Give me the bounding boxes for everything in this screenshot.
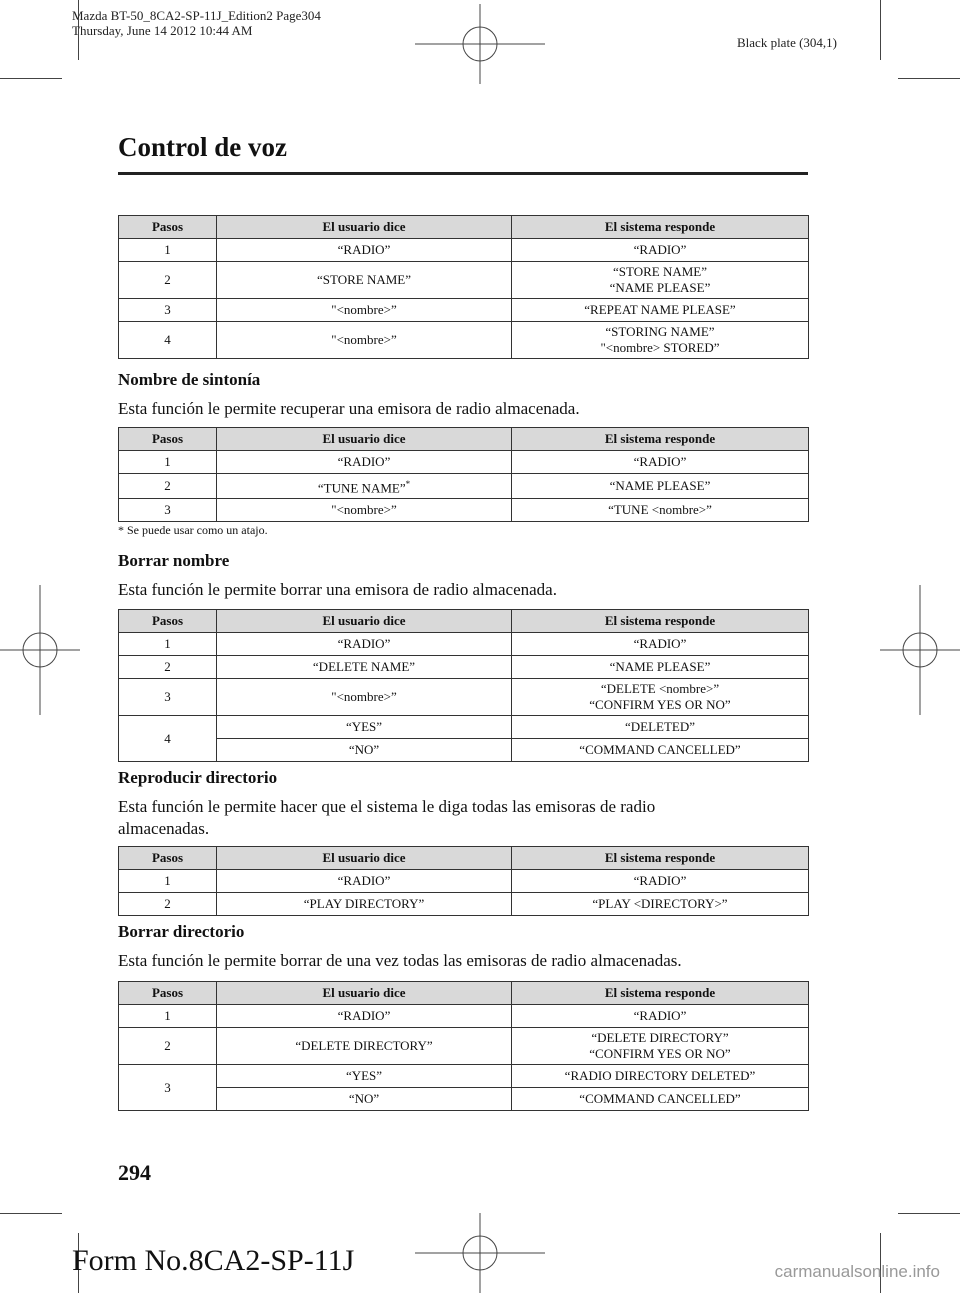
user-cell: “RADIO” bbox=[217, 1005, 512, 1028]
table-header-row bbox=[119, 610, 809, 633]
tune-heading: Nombre de sintonía bbox=[118, 370, 261, 389]
step-cell: 1 bbox=[119, 239, 217, 262]
table-row bbox=[119, 1065, 809, 1088]
step-cell: 1 bbox=[119, 870, 217, 893]
col-system: El sistema responde bbox=[512, 216, 809, 239]
step-cell: 2 bbox=[119, 474, 217, 499]
system-cell: “RADIO” bbox=[512, 451, 809, 474]
title-rule bbox=[118, 172, 808, 175]
system-cell: “NAME PLEASE” bbox=[512, 474, 809, 499]
system-text: “STORING NAME” bbox=[605, 324, 715, 339]
registration-mark-left bbox=[0, 585, 80, 715]
user-cell: “RADIO” bbox=[217, 870, 512, 893]
play-description: Esta función le permite hacer que el sistema le diga todas las emisoras de radio almacenadas. bbox=[118, 797, 656, 838]
step-cell: 1 bbox=[119, 451, 217, 474]
registration-mark-right bbox=[880, 585, 960, 715]
col-user: El usuario dice bbox=[217, 428, 512, 451]
table-row bbox=[119, 656, 809, 679]
col-steps: Pasos bbox=[119, 428, 217, 451]
tune-description: Esta función le permite recuperar una emisora de radio almacenada. bbox=[118, 399, 580, 418]
registration-mark-top bbox=[415, 4, 545, 84]
system-text: “STORE NAME” bbox=[612, 264, 707, 279]
system-text: “NAME PLEASE” bbox=[609, 659, 711, 674]
step-cell: 2 bbox=[119, 262, 217, 299]
footnote: * Se puede usar como un atajo. bbox=[118, 523, 268, 537]
step-cell: 3 bbox=[119, 679, 217, 716]
table-header-row bbox=[119, 847, 809, 870]
system-text: “RADIO” bbox=[633, 1008, 687, 1023]
table-header-row bbox=[119, 982, 809, 1005]
play-directory-table bbox=[118, 846, 809, 916]
system-cell bbox=[512, 633, 809, 656]
col-user: El usuario dice bbox=[217, 847, 512, 870]
step-cell: 4 bbox=[119, 322, 217, 359]
table-row bbox=[119, 299, 809, 322]
system-text: “DELETE <nombre>” bbox=[600, 681, 720, 696]
user-cell: “NO” bbox=[217, 1088, 512, 1111]
system-cell: “RADIO DIRECTORY DELETED” bbox=[512, 1065, 809, 1088]
table-row bbox=[119, 716, 809, 739]
col-steps: Pasos bbox=[119, 847, 217, 870]
col-system: El sistema responde bbox=[512, 847, 809, 870]
delete-directory-table bbox=[118, 981, 809, 1111]
table-header-row bbox=[119, 428, 809, 451]
table-row bbox=[119, 239, 809, 262]
form-number: Form No.8CA2-SP-11J bbox=[72, 1244, 355, 1277]
user-cell: “RADIO” bbox=[217, 633, 512, 656]
table-row bbox=[119, 870, 809, 893]
system-cell: “TUNE <nombre>” bbox=[512, 499, 809, 522]
deldir-description: Esta función le permite borrar de una vez todas las emisoras de radio almacenadas. bbox=[118, 951, 682, 970]
user-cell: “DELETE DIRECTORY” bbox=[217, 1028, 512, 1065]
system-cell: “COMMAND CANCELLED” bbox=[512, 1088, 809, 1111]
system-text: “REPEAT NAME PLEASE” bbox=[584, 302, 736, 317]
table-row bbox=[119, 1088, 809, 1111]
user-cell: “RADIO” bbox=[217, 239, 512, 262]
step-cell: 4 bbox=[119, 716, 217, 762]
system-text: “DELETE DIRECTORY” bbox=[591, 1030, 729, 1045]
crop-mark bbox=[880, 0, 881, 60]
registration-mark-bottom bbox=[415, 1213, 545, 1293]
system-text: “CONFIRM YES OR NO” bbox=[589, 697, 731, 712]
col-system: El sistema responde bbox=[512, 428, 809, 451]
user-cell: "<nombre>” bbox=[217, 322, 512, 359]
system-text: “CONFIRM YES OR NO” bbox=[589, 1046, 731, 1061]
step-cell: 3 bbox=[119, 1065, 217, 1111]
step-cell: 1 bbox=[119, 633, 217, 656]
plate-label: Black plate (304,1) bbox=[737, 35, 837, 50]
system-cell bbox=[512, 262, 809, 299]
table-row bbox=[119, 679, 809, 716]
col-system: El sistema responde bbox=[512, 610, 809, 633]
table-row bbox=[119, 893, 809, 916]
step-cell: 1 bbox=[119, 1005, 217, 1028]
table-row bbox=[119, 1005, 809, 1028]
system-cell bbox=[512, 239, 809, 262]
footnote-mark: * bbox=[405, 479, 411, 489]
table-row bbox=[119, 499, 809, 522]
user-cell: “YES” bbox=[217, 1065, 512, 1088]
crop-mark bbox=[0, 1213, 62, 1214]
system-cell bbox=[512, 1028, 809, 1065]
page-number: 294 bbox=[118, 1160, 151, 1185]
system-cell bbox=[512, 656, 809, 679]
crop-mark bbox=[898, 1213, 960, 1214]
table-header-row bbox=[119, 216, 809, 239]
table-row bbox=[119, 262, 809, 299]
section-title: Control de voz bbox=[118, 132, 287, 162]
print-meta bbox=[72, 8, 321, 38]
watermark: carmanualsonline.info bbox=[774, 1262, 940, 1281]
step-cell: 2 bbox=[119, 893, 217, 916]
table-row bbox=[119, 739, 809, 762]
table-row bbox=[119, 322, 809, 359]
system-cell bbox=[512, 679, 809, 716]
deldir-heading: Borrar directorio bbox=[118, 922, 245, 941]
user-cell bbox=[217, 474, 512, 499]
system-text: “RADIO” bbox=[633, 242, 687, 257]
system-cell: “RADIO” bbox=[512, 870, 809, 893]
crop-mark bbox=[898, 78, 960, 79]
col-user: El usuario dice bbox=[217, 610, 512, 633]
user-cell: "<nombre>” bbox=[217, 499, 512, 522]
tune-name-table bbox=[118, 427, 809, 522]
table-row bbox=[119, 1028, 809, 1065]
print-meta-line2: Thursday, June 14 2012 10:44 AM bbox=[72, 23, 253, 38]
system-cell bbox=[512, 1005, 809, 1028]
system-cell bbox=[512, 322, 809, 359]
delete-name-table bbox=[118, 609, 809, 762]
table-row bbox=[119, 633, 809, 656]
user-cell: "<nombre>” bbox=[217, 299, 512, 322]
system-text: "<nombre> STORED” bbox=[600, 340, 720, 355]
user-cell: “NO” bbox=[217, 739, 512, 762]
print-meta-line1: Mazda BT-50_8CA2-SP-11J_Edition2 Page304 bbox=[72, 8, 321, 23]
table-row bbox=[119, 474, 809, 499]
user-cell: “STORE NAME” bbox=[217, 262, 512, 299]
col-user: El usuario dice bbox=[217, 982, 512, 1005]
table-row bbox=[119, 451, 809, 474]
delete-heading: Borrar nombre bbox=[118, 551, 230, 570]
crop-mark bbox=[0, 78, 62, 79]
play-heading: Reproducir directorio bbox=[118, 768, 278, 787]
col-system: El sistema responde bbox=[512, 982, 809, 1005]
step-cell: 2 bbox=[119, 1028, 217, 1065]
system-cell: “COMMAND CANCELLED” bbox=[512, 739, 809, 762]
delete-description: Esta función le permite borrar una emisora de radio almacenada. bbox=[118, 580, 557, 599]
store-name-table bbox=[118, 215, 809, 359]
step-cell: 2 bbox=[119, 656, 217, 679]
user-cell: “PLAY DIRECTORY” bbox=[217, 893, 512, 916]
user-cell: “DELETE NAME” bbox=[217, 656, 512, 679]
step-cell: 3 bbox=[119, 299, 217, 322]
system-cell: “DELETED” bbox=[512, 716, 809, 739]
user-text: “TUNE NAME” bbox=[317, 480, 406, 496]
col-steps: Pasos bbox=[119, 982, 217, 1005]
system-cell bbox=[512, 299, 809, 322]
col-user: El usuario dice bbox=[217, 216, 512, 239]
system-cell: “PLAY <DIRECTORY>” bbox=[512, 893, 809, 916]
user-cell: “YES” bbox=[217, 716, 512, 739]
step-cell: 3 bbox=[119, 499, 217, 522]
system-text: “NAME PLEASE” bbox=[609, 280, 711, 295]
system-text: “RADIO” bbox=[633, 636, 687, 651]
user-cell: “RADIO” bbox=[217, 451, 512, 474]
col-steps: Pasos bbox=[119, 610, 217, 633]
user-cell: "<nombre>” bbox=[217, 679, 512, 716]
col-steps: Pasos bbox=[119, 216, 217, 239]
